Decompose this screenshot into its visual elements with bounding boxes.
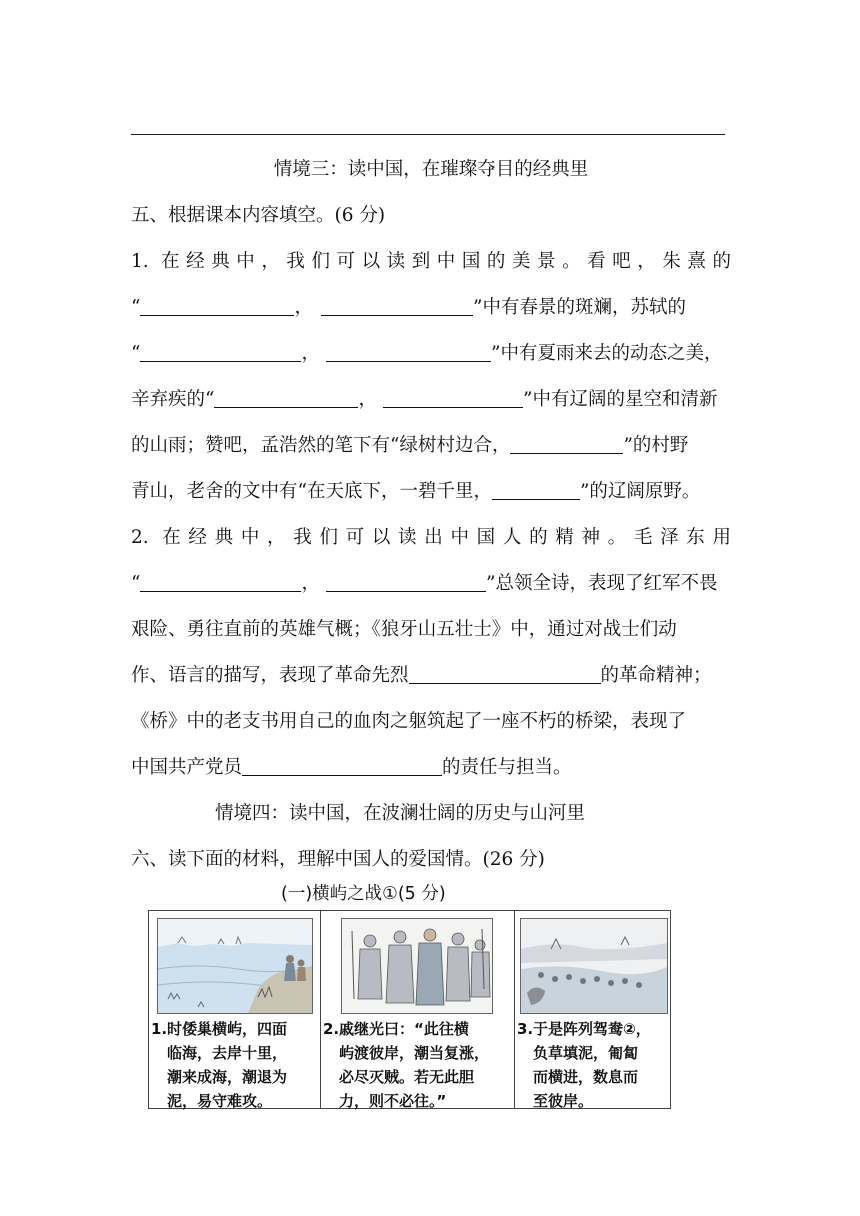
panel-2-line: 力，则不必往。” bbox=[339, 1092, 447, 1110]
q1-line4 bbox=[131, 388, 731, 412]
q2-line2 bbox=[131, 572, 731, 596]
blank-q1-h[interactable] bbox=[492, 481, 580, 500]
quote-open: “ bbox=[131, 297, 141, 318]
q1-line2 bbox=[131, 296, 731, 320]
q2-line2-end: ”总领全诗，表现了红军不畏 bbox=[485, 573, 718, 594]
q2-line4-end: 的革命精神； bbox=[600, 665, 712, 686]
q1-line6-start: 青山，老舍的文中有“在天底下，一碧千里， bbox=[131, 481, 492, 502]
q1-line4-start: 辛弃疾的“ bbox=[131, 389, 215, 410]
blank-q2-d[interactable] bbox=[242, 757, 442, 776]
quote-open: “ bbox=[131, 343, 141, 364]
panel-3-line: 而横进，数息而 bbox=[533, 1068, 639, 1086]
q2-line5: 《桥》中的老支书用自己的血肉之躯筑起了一座不朽的桥梁，表现了 bbox=[131, 711, 687, 732]
blank-q1-a[interactable] bbox=[140, 297, 294, 316]
panel-3-line: 至彼岸。 bbox=[533, 1092, 594, 1110]
blank-q2-c[interactable] bbox=[409, 665, 601, 684]
panel-1-illustration bbox=[157, 918, 313, 1014]
q2-line6 bbox=[131, 756, 731, 780]
comma: ， bbox=[301, 343, 320, 364]
blank-q1-d[interactable] bbox=[326, 343, 491, 362]
panel-1-caption bbox=[149, 1017, 320, 1108]
blank-q1-g[interactable] bbox=[510, 435, 623, 454]
panel-3-illustration bbox=[520, 918, 668, 1014]
q1-line3 bbox=[131, 342, 731, 366]
blank-q1-f[interactable] bbox=[383, 389, 523, 408]
section5-title: 五、根据课本内容填空。(6 分) bbox=[131, 205, 386, 226]
blank-q1-c[interactable] bbox=[140, 343, 301, 362]
q2-line4-start: 作、语言的描写，表现了革命先烈 bbox=[131, 665, 409, 686]
q2-line1: 2. 在经典中，我们可以读出中国人的精神。毛泽东用 bbox=[131, 527, 731, 548]
sub-title: (一)横屿之战①(5 分) bbox=[281, 884, 446, 904]
panel-1-line: 临海，去岸十里， bbox=[167, 1044, 288, 1062]
panel-3-line: 于是阵列驾鸯②， bbox=[533, 1020, 651, 1038]
panel-2-number: 2. bbox=[323, 1020, 340, 1038]
q1-line3-end: ”中有夏雨来去的动态之美， bbox=[490, 343, 723, 364]
panel-3-caption bbox=[515, 1017, 670, 1108]
comma: ， bbox=[301, 573, 320, 594]
comma: ， bbox=[358, 389, 377, 410]
panel-2-illustration bbox=[341, 918, 493, 1014]
scene3-title: 情境三：读中国，在璀璨夺目的经典里 bbox=[273, 159, 589, 180]
q1-line6-end: ”的辽阔原野。 bbox=[579, 481, 701, 502]
panel-3 bbox=[514, 911, 670, 1108]
q1-line1: 1. 在经典中，我们可以读到中国的美景。看吧，朱熹的 bbox=[131, 251, 731, 272]
panel-1-line: 时倭巢横屿，四面 bbox=[167, 1020, 288, 1038]
q1-line5-start: 的山雨；赞吧，孟浩然的笔下有“绿树村边合， bbox=[131, 435, 511, 456]
q1-line6 bbox=[131, 480, 731, 504]
panel-2-line: 屿渡彼岸，潮当复涨， bbox=[339, 1044, 490, 1062]
panel-1 bbox=[149, 911, 320, 1108]
blank-q2-a[interactable] bbox=[140, 573, 301, 592]
q1-line2-end: ”中有春景的斑斓，苏轼的 bbox=[472, 297, 686, 318]
quote-open: “ bbox=[131, 573, 141, 594]
panel-1-line: 泥，易守难攻。 bbox=[167, 1092, 273, 1110]
q1-line4-end: ”中有辽阔的星空和清新 bbox=[522, 389, 718, 410]
q1-line5-end: ”的村野 bbox=[623, 435, 689, 456]
panel-2-caption bbox=[321, 1017, 514, 1108]
section6-title: 六、读下面的材料，理解中国人的爱国情。(26 分) bbox=[131, 849, 545, 870]
q2-line4 bbox=[131, 664, 731, 688]
q2-line6-end: 的责任与担当。 bbox=[442, 757, 572, 778]
q2-line3: 艰险、勇往直前的英雄气概；《狼牙山五壮士》中，通过对战士们动 bbox=[131, 619, 677, 640]
panel-3-number: 3. bbox=[517, 1020, 534, 1038]
scene4-title: 情境四：读中国，在波澜壮阔的历史与山河里 bbox=[215, 803, 586, 824]
panel-1-number: 1. bbox=[151, 1020, 168, 1038]
panel-1-line: 潮来成海，潮退为 bbox=[167, 1068, 288, 1086]
comic-strip bbox=[148, 910, 671, 1109]
panel-2-line: 必尽灭贼。若无此胆 bbox=[339, 1068, 475, 1086]
panel-2 bbox=[320, 911, 514, 1108]
top-answer-line bbox=[131, 134, 725, 135]
q1-line5 bbox=[131, 434, 731, 458]
panel-2-line: 戚继光曰：“此往横 bbox=[339, 1020, 469, 1038]
comma: ， bbox=[294, 297, 313, 318]
blank-q1-e[interactable] bbox=[214, 389, 358, 408]
blank-q2-b[interactable] bbox=[326, 573, 486, 592]
q2-line6-start: 中国共产党员 bbox=[131, 757, 243, 778]
panel-3-line: 负草填泥，匍匐 bbox=[533, 1044, 639, 1062]
blank-q1-b[interactable] bbox=[321, 297, 473, 316]
